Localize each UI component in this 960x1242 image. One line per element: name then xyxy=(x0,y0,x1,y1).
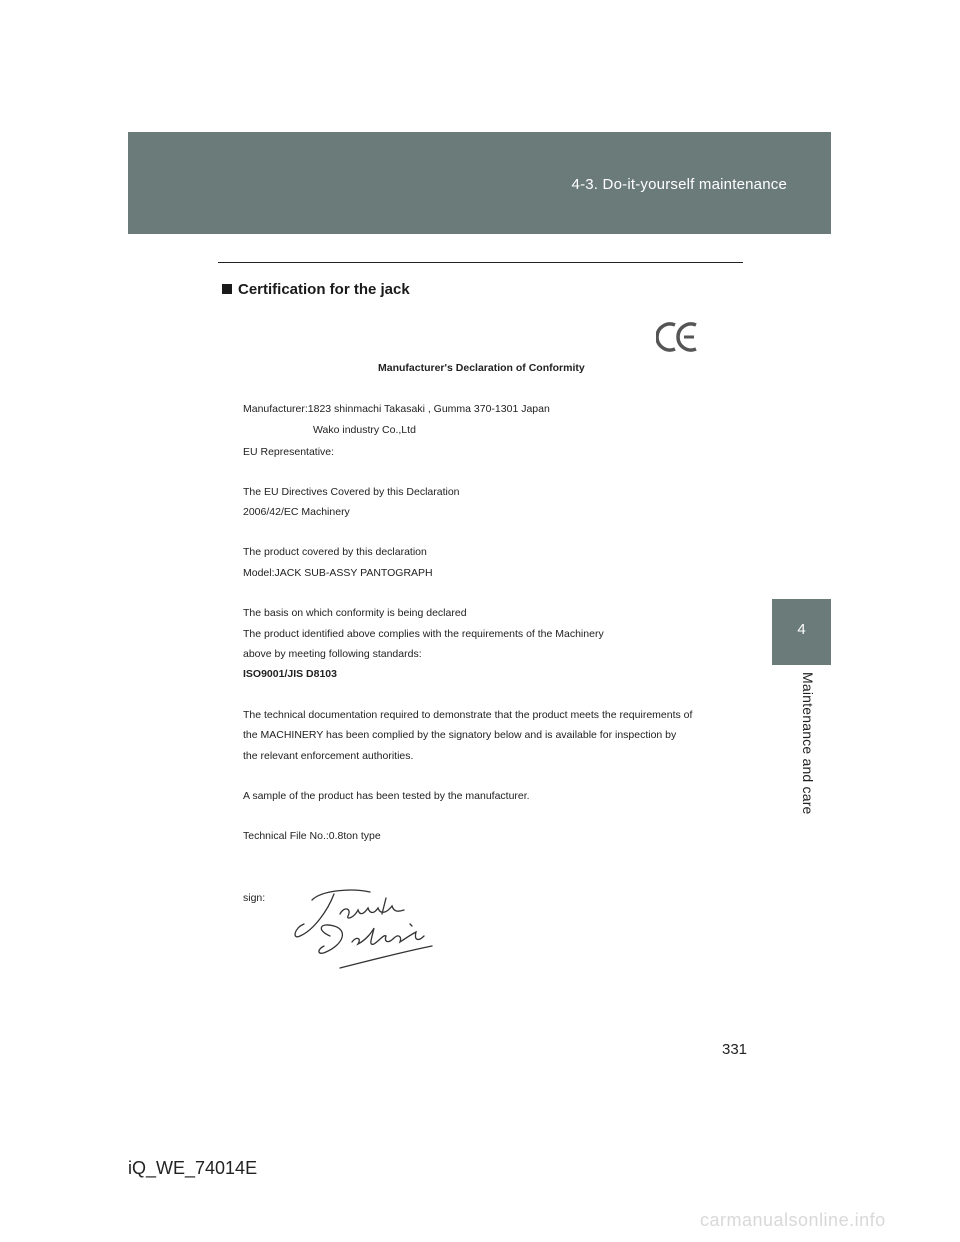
document-code: iQ_WE_74014E xyxy=(128,1158,258,1178)
bullet-square-icon xyxy=(222,284,232,294)
chapter-number: 4 xyxy=(797,621,806,638)
section-title: 4-3. Do-it-yourself maintenance xyxy=(571,176,787,193)
company-line: Wako industry Co.,Ltd xyxy=(313,424,416,436)
standards-line: ISO9001/JIS D8103 xyxy=(243,668,337,680)
sign-label: sign: xyxy=(243,892,266,904)
tech-doc-line-1: The technical documentation required to demonstrate that the product meets the requirements of xyxy=(243,709,693,721)
watermark: carmanualsonline.info xyxy=(700,1210,886,1230)
tech-doc-line-3: the relevant enforcement authorities. xyxy=(243,750,414,762)
sample-line: A sample of the product has been tested by the manufacturer. xyxy=(243,790,530,802)
divider xyxy=(218,262,743,263)
basis-line-2: above by meeting following standards: xyxy=(243,648,422,660)
basis-line-1: The product identified above complies with the requirements of the Machinery xyxy=(243,628,604,640)
directive-line: 2006/42/EC Machinery xyxy=(243,506,350,518)
ce-mark-icon xyxy=(656,320,702,354)
eu-rep-line: EU Representative: xyxy=(243,446,335,458)
model-line: Model:JACK SUB-ASSY PANTOGRAPH xyxy=(243,567,433,579)
page-number: 331 xyxy=(722,1041,748,1058)
declaration-title: Manufacturer's Declaration of Conformity xyxy=(378,362,585,374)
tech-doc-line-2: the MACHINERY has been complied by the signatory below and is available for inspection by xyxy=(243,729,677,741)
product-heading: The product covered by this declaration xyxy=(243,546,427,558)
chapter-tab xyxy=(772,599,831,665)
signature-image xyxy=(282,880,452,975)
section-heading-text: Certification for the jack xyxy=(238,281,410,298)
basis-heading: The basis on which conformity is being declared xyxy=(243,607,467,619)
section-heading xyxy=(222,281,410,298)
manufacturer-line: Manufacturer:1823 shinmachi Takasaki , Gumma 370-1301 Japan xyxy=(243,403,550,415)
header-band xyxy=(128,132,831,234)
tech-file-line: Technical File No.:0.8ton type xyxy=(243,830,381,842)
directives-heading: The EU Directives Covered by this Declaration xyxy=(243,486,460,498)
chapter-label: Maintenance and care xyxy=(800,672,816,815)
